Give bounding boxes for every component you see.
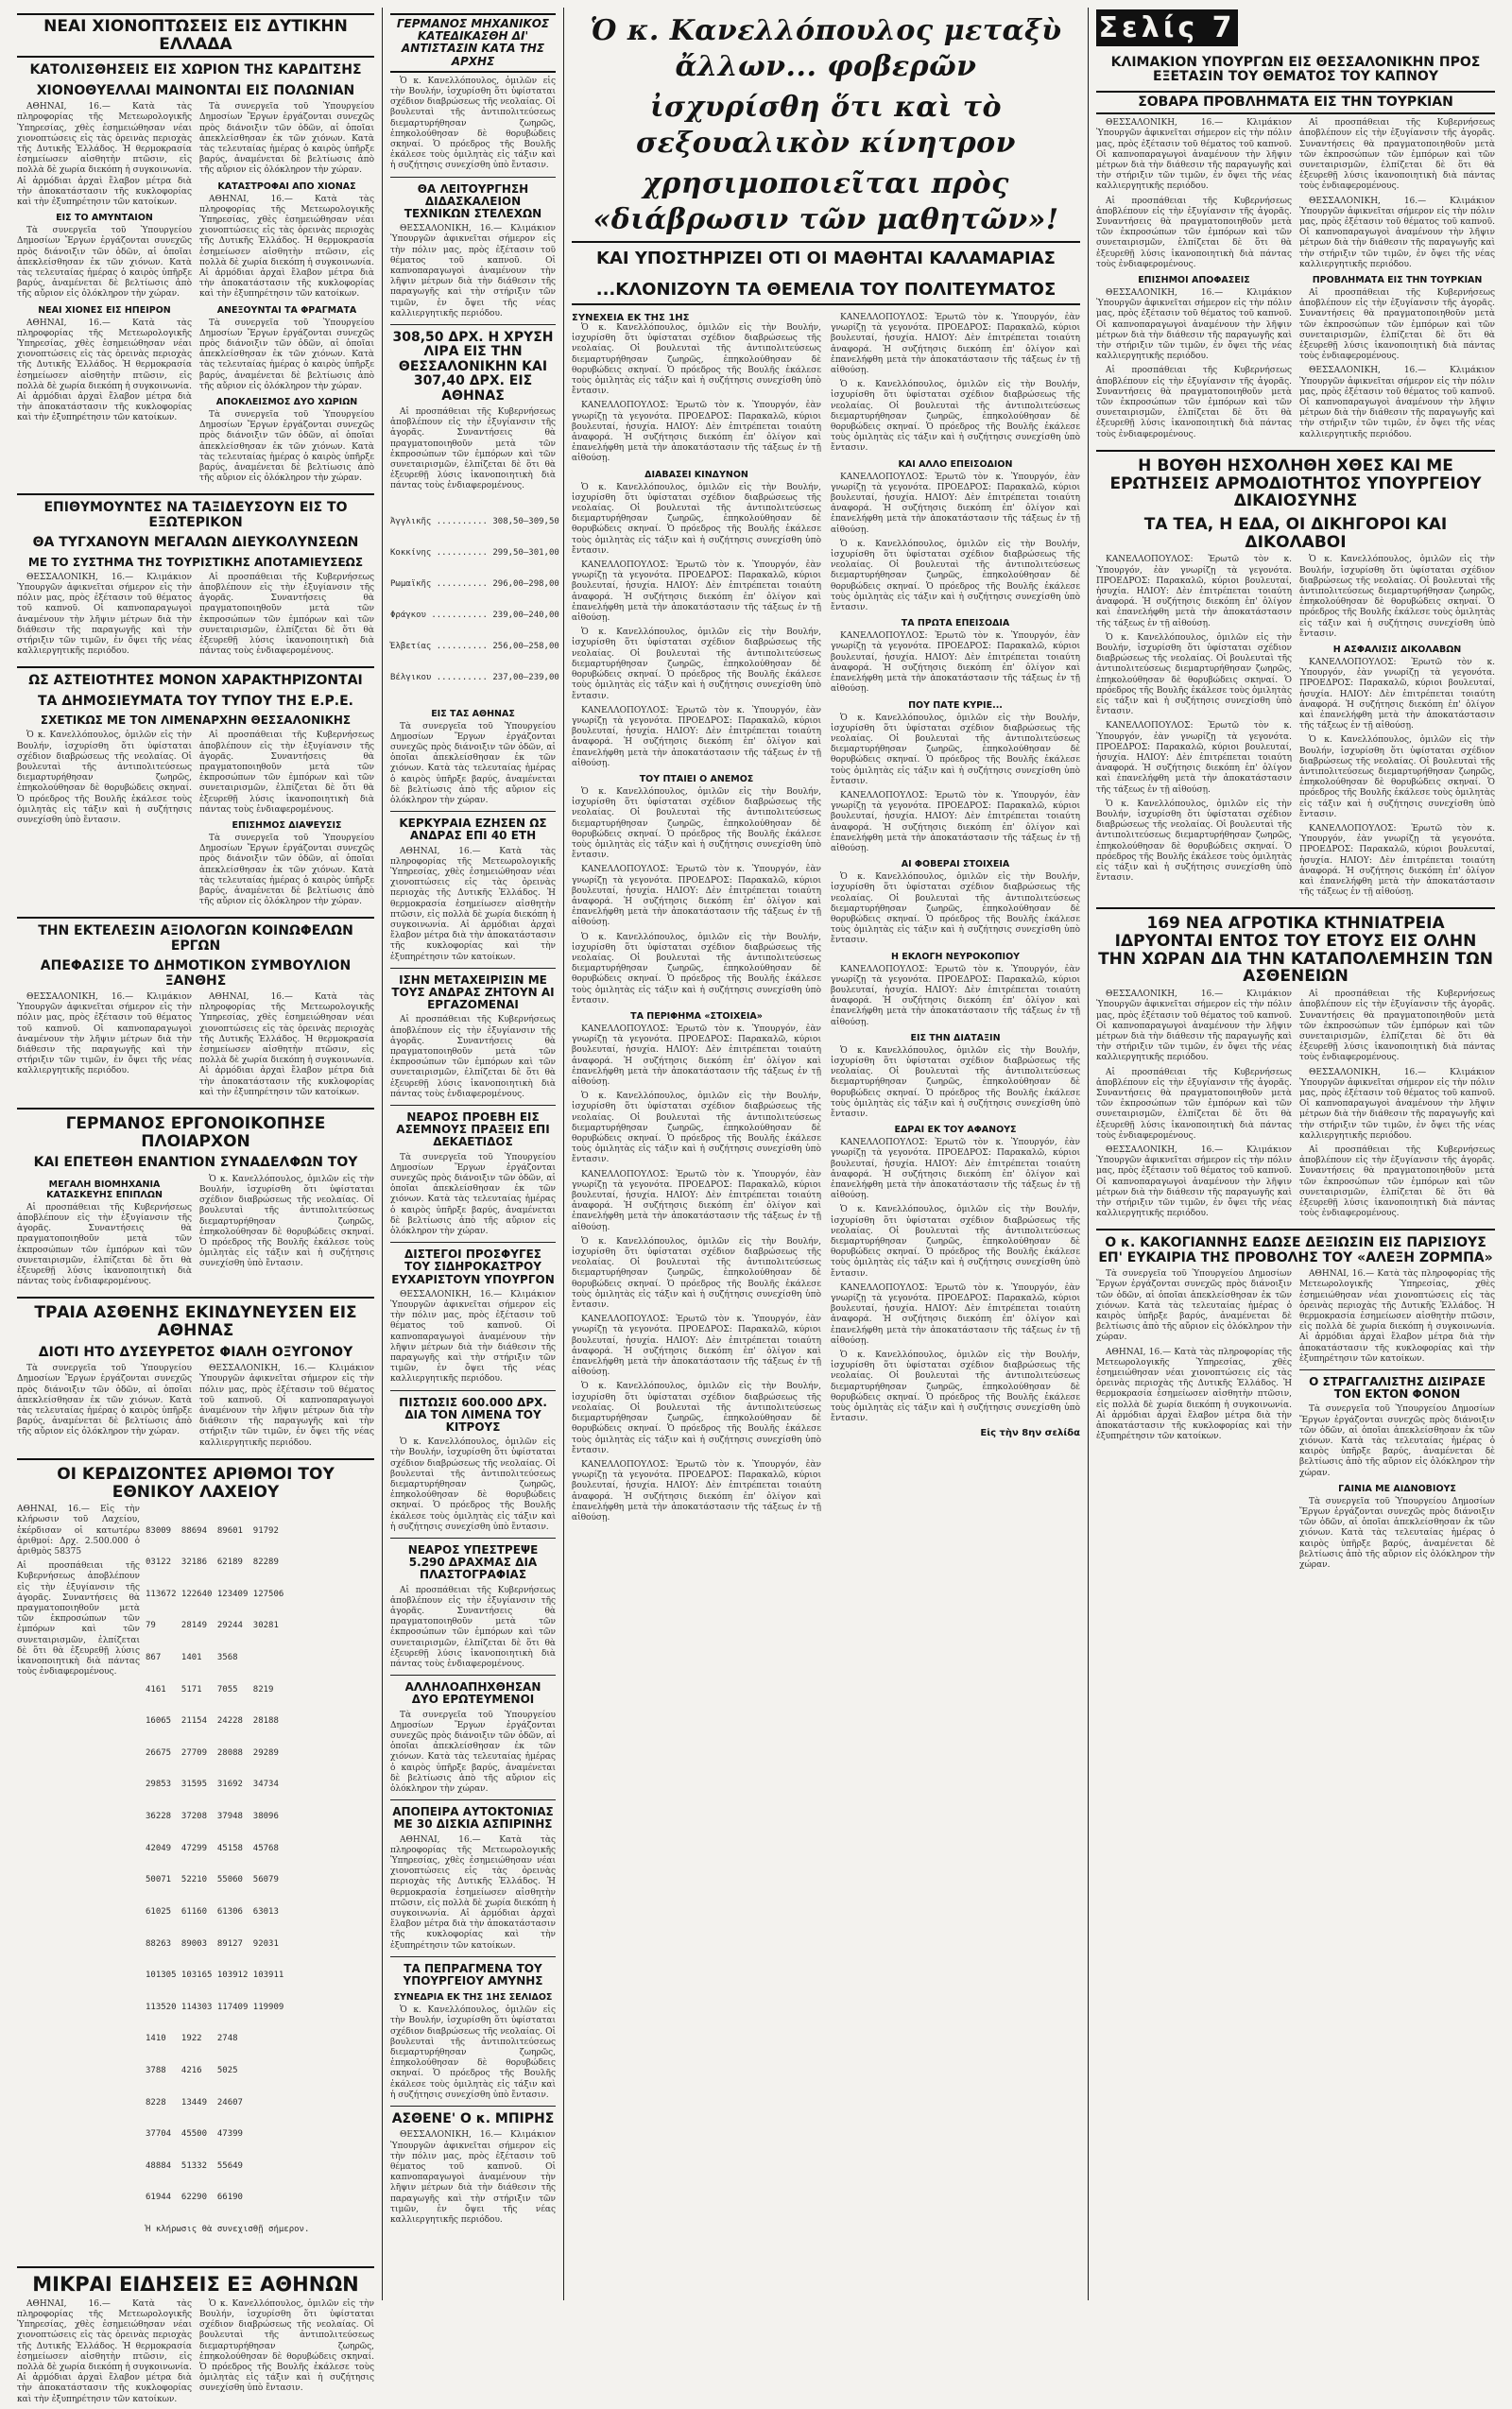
lottery-numbers (146, 1505, 309, 2260)
divider (17, 2266, 374, 2268)
xanthi-article (17, 992, 374, 1102)
veterinary-article (1096, 989, 1495, 1223)
gold-price-table (390, 496, 559, 704)
headline-parliament: Η ΒΟΥΘΗ ΗΣΧΟΛΗΘΗ ΧΘΕΣ ΚΑΙ ΜΕ ΕΡΩΤΗΣΕΙΣ ΑΡΜΟΔΙΟΤΗΤΟΣ ΥΠΟΥΡΓΕΙΟΥ ΔΙΚΑΙΟΣΥΝΗΣ (1109, 456, 1482, 511)
subhead-athens: ΕΙΣ ΤΑΣ ΑΘΗΝΑΣ (431, 708, 515, 719)
lottery-row: 113672 122640 123409 127506 (146, 1589, 284, 1599)
article-text: ΚΑΝΕΛΛΟΠΟΥΛΟΣ: Ἐρωτῶ τὸν κ. Ὑπουργόν, ἐὰν γνωρίζῃ τὰ γεγονότα. ΠΡΟΕΔΡΟΣ: Παρακαλῶ, κύριοι βουλευταί, ἡσυχία. ΗΛΙΟΥ: Δὲν ἐπιτρέπεται τοιαύτη ἀναφορά. Ἡ συζήτησις διεκόπη ἐπ' ὀλίγον καὶ ἐπανελήφθη μετὰ τὴν ἀποκατάστασιν τῆς τάξεως ἐν τῇ αἰθούσῃ. (831, 313, 1080, 376)
article-text: ΘΕΣΣΑΛΟΝΙΚΗ, 16.— Κλιμάκιον Ὑπουργῶν ἀφικνεῖται σήμερον εἰς τὴν πόλιν μας, πρὸς ἐξέτασιν τοῦ θέματος τοῦ καπνοῦ. Οἱ καπνοπαραγωγοὶ ἀναμένουν τὴν λῆψιν μέτρων διὰ τὴν διάθεσιν τῆς παραγωγῆς καὶ τὴν στήριξιν τῶν τιμῶν, ἐν ὄψει τῆς νέας καλλιεργητικῆς περιόδου. (390, 2130, 556, 2225)
headline-gold-pound: 308,50 ΔΡΧ. Η ΧΡΥΣΗ ΛΙΡΑ ΕΙΣ ΤΗΝ ΘΕΣΣΑΛΟΝΙΚΗΝ ΚΑΙ 307,40 ΔΡΧ. ΕΙΣ ΑΘΗΝΑΣ (392, 329, 554, 404)
subhead-another-incident: ΚΑΙ ΑΛΛΟ ΕΠΕΙΣΟΔΙΟΝ (898, 458, 1013, 470)
article-text: Ὁ κ. Κανελλόπουλος, ὁμιλῶν εἰς τὴν Βουλήν, ἰσχυρίσθη ὅτι ὑφίσταται σχέδιον διαβρώσεως τῆς νεολαίας. Οἱ βουλευταὶ τῆς ἀντιπολιτεύσεως διεμαρτυρήθησαν ζωηρῶς, ἐπηκολούθησαν δὲ θορυβώδεις σκηναί. Ὁ πρόεδρος τῆς Βουλῆς ἐκάλεσε τοὺς ὁμιλητὰς εἰς τάξιν καὶ ἡ συζήτησις συνεχίσθη ὑπὸ ἔντασιν. (572, 1382, 821, 1455)
article-text: Ὁ κ. Κανελλόπουλος, ὁμιλῶν εἰς τὴν Βουλήν, ἰσχυρίσθη ὅτι ὑφίσταται σχέδιον διαβρώσεως τῆς νεολαίας. Οἱ βουλευταὶ τῆς ἀντιπολιτεύσεως διεμαρτυρήθησαν ζωηρῶς, ἐπηκολούθησαν δὲ θορυβώδεις σκηναί. Ὁ πρόεδρος τῆς Βουλῆς ἐκάλεσε τοὺς ὁμιλητὰς εἰς τάξιν καὶ ἡ συζήτησις συνεχίσθη ὑπὸ ἔντασιν. (572, 1236, 821, 1311)
divider (390, 811, 556, 812)
article-text: ΑΘΗΝΑΙ, 16.— Κατὰ τὰς πληροφορίας τῆς Μετεωρολογικῆς Ὑπηρεσίας, χθὲς ἐσημειώθησαν νέαι χιονοπτώσεις εἰς τὰς ὀρεινὰς περιοχὰς τῆς Δυτικῆς Ἑλλάδος. Ἡ θερμοκρασία ἐσημείωσεν αἰσθητὴν πτῶσιν, εἰς πολλὰ δὲ χωρία διεκόπη ἡ συγκοινωνία. Αἱ ἀρμόδιαι ἀρχαὶ ἔλαβον μέτρα διὰ τὴν ἀποκατάστασιν τῆς κυκλοφορίας καὶ τὴν ἐξυπηρέτησιν τῶν κατοίκων. (17, 2298, 192, 2404)
headline-tourism-3: ΜΕ ΤΟ ΣΥΣΤΗΜΑ ΤΗΣ ΤΟΥΡΙΣΤΙΚΗΣ ΑΠΟΤΑΜΙΕΥΣΕΩΣ (27, 555, 364, 569)
lottery-row: 37704 45500 47399 (146, 2129, 243, 2140)
headline-tobacco: ΚΛΙΜΑΚΙΟΝ ΥΠΟΥΡΓΩΝ ΕΙΣ ΘΕΣΣΑΛΟΝΙΚΗΝ ΠΡΟΣ ΕΞΕΤΑΣΙΝ ΤΟΥ ΘΕΜΑΤΟΣ ΤΟΥ ΚΑΠΝΟΥ (1110, 55, 1481, 85)
article-text: Τὰ συνεργεῖα τοῦ Ὑπουργείου Δημοσίων Ἔργων ἐργάζονται συνεχῶς πρὸς διάνοιξιν τῶν ὁδῶν, αἱ ὁποῖαι ἀπεκλείσθησαν ἐκ τῶν χιόνων. Κατὰ τὰς τελευταίας ἡμέρας ὁ καιρὸς ὑπῆρξε βαρύς, ἀναμένεται δὲ βελτίωσις ἀπὸ τῆς αὔριον εἰς ὁλόκληρον τὴν χώραν. (390, 721, 556, 805)
divider (1096, 907, 1495, 909)
article-text: ΚΑΝΕΛΛΟΠΟΥΛΟΣ: Ἐρωτῶ τὸν κ. Ὑπουργόν, ἐὰν γνωρίζῃ τὰ γεγονότα. ΠΡΟΕΔΡΟΣ: Παρακαλῶ, κύριοι βουλευταί, ἡσυχία. ΗΛΙΟΥ: Δὲν ἐπιτρέπεται τοιαύτη ἀναφορά. Ἡ συζήτησις διεκόπη ἐπ' ὀλίγον καὶ ἐπανελήφθη μετὰ τὴν ἀποκατάστασιν τῆς τάξεως ἐν τῇ αἰθούσῃ. (831, 790, 1080, 853)
divider (390, 1242, 556, 1243)
subhead-first-incidents: ΤΑ ΠΡΩΤΑ ΕΠΕΙΣΟΔΙΑ (901, 618, 1010, 629)
headline-tourism: ΕΠΙΘΥΜΟΥΝΤΕΣ ΝΑ ΤΑΞΙΔΕΥΣΟΥΝ ΕΙΣ ΤΟ ΕΞΩΤΕΡΙΚΟΝ (43, 500, 348, 530)
headline-ere: ΤΑ ΔΗΜΟΣΙΕΥΜΑΤΑ ΤΟΥ ΤΥΠΟΥ ΤΗΣ Ε.Ρ.Ε. (38, 693, 353, 709)
article-text: ΘΕΣΣΑΛΟΝΙΚΗ, 16.— Κλιμάκιον Ὑπουργῶν ἀφικνεῖται σήμερον εἰς τὴν πόλιν μας, πρὸς ἐξέτασιν τοῦ θέματος τοῦ καπνοῦ. Οἱ καπνοπαραγωγοὶ ἀναμένουν τὴν λῆψιν μέτρων διὰ τὴν διάθεσιν τῆς παραγωγῆς καὶ τὴν στήριξιν τῶν τιμῶν, ἐν ὄψει τῆς νέας καλλιεργητικῆς περιόδου. (199, 1364, 374, 1448)
subhead-danger: ΔΙΑΒΑΣΕΙ ΚΙΝΔΥΝΟΝ (644, 469, 748, 480)
article-text: ΑΘΗΝΑΙ, 16.— Κατὰ τὰς πληροφορίας τῆς Μετεωρολογικῆς Ὑπηρεσίας, χθὲς ἐσημειώθησαν νέαι χιονοπτώσεις εἰς τὰς ὀρεινὰς περιοχὰς τῆς Δυτικῆς Ἑλλάδος. Ἡ θερμοκρασία ἐσημείωσεν αἰσθητὴν πτῶσιν, εἰς πολλὰ δὲ χωρία διεκόπη ἡ συγκοινωνία. Αἱ ἀρμόδιαι ἀρχαὶ ἔλαβον μέτρα διὰ τὴν ἀποκατάστασιν τῆς κυκλοφορίας καὶ τὴν ἐξυπηρέτησιν τῶν κατοίκων. (1299, 1269, 1495, 1364)
subhead-villages: ΑΠΟΚΛΕΙΣΜΟΣ ΔΥΟ ΧΩΡΙΩΝ (215, 397, 358, 408)
headline-xanthi: ΤΗΝ ΕΚΤΕΛΕΣΙΝ ΑΞΙΟΛΟΓΩΝ ΚΟΙΝΩΦΕΛΩΝ ΕΡΓΩΝ (38, 923, 353, 954)
article-text: Τὰ συνεργεῖα τοῦ Ὑπουργείου Δημοσίων Ἔργων ἐργάζονται συνεχῶς πρὸς διάνοιξιν τῶν ὁδῶν, αἱ ὁποῖαι ἀπεκλείσθησαν ἐκ τῶν χιόνων. Κατὰ τὰς τελευταίας ἡμέρας ὁ καιρὸς ὑπῆρξε βαρύς, ἀναμένεται δὲ βελτίωσις ἀπὸ τῆς αὔριον εἰς ὁλόκληρον τὴν χώραν. (390, 1152, 556, 1236)
headline-landslides: ΚΑΤΟΛΙΣΘΗΣΕΙΣ ΕΙΣ ΧΩΡΙΟΝ ΤΗΣ ΚΑΡΔΙΤΣΗΣ (29, 62, 362, 78)
article-text: Αἱ προσπάθειαι τῆς Κυβερνήσεως ἀποβλέπουν εἰς τὴν ἐξυγίανσιν τῆς ἀγορᾶς. Συναντήσεις θὰ πραγματοποιηθοῦν μετὰ τῶν ἐκπροσώπων τῶν ἐμπόρων καὶ τῶν συνεταιρισμῶν, ἐλπίζεται δὲ ὅτι θὰ ἐξευρεθῇ λύσις ἱκανοποιητικὴ διὰ πάντας τοὺς ἐνδιαφερομένους. (390, 1015, 556, 1099)
article-text: Ὁ κ. Κανελλόπουλος, ὁμιλῶν εἰς τὴν Βουλήν, ἰσχυρίσθη ὅτι ὑφίσταται σχέδιον διαβρώσεως τῆς νεολαίας. Οἱ βουλευταὶ τῆς ἀντιπολιτεύσεως διεμαρτυρήθησαν ζωηρῶς, ἐπηκολούθησαν δὲ θορυβώδεις σκηναί. Ὁ πρόεδρος τῆς Βουλῆς ἐκάλεσε τοὺς ὁμιλητὰς εἰς τάξιν καὶ ἡ συζήτησις συνεχίσθη ὑπὸ ἔντασιν. (390, 76, 556, 171)
headline-zorba: Ο κ. ΚΑΚΟΓΙΑΝΝΗΣ ΕΔΩΣΕ ΔΕΞΙΩΣΙΝ ΕΙΣ ΠΑΡΙΣΙΟΥΣ ΕΠ' ΕΥΚΑΙΡΙΑ ΤΗΣ ΠΡΟΒΟΛΗΣ ΤΟΥ «ΑΛΕΞΗ ΖΟΡΜΠΑ» (1098, 1235, 1493, 1265)
subhead-furniture: ΜΕΓΑΛΗ ΒΙΟΜΗΧΑΝΙΑ ΚΑΤΑΣΚΕΥΗΣ ΕΠΙΠΛΩΝ (46, 1179, 163, 1200)
article-text: Ὁ κ. Κανελλόπουλος, ὁμιλῶν εἰς τὴν Βουλήν, ἰσχυρίσθη ὅτι ὑφίσταται σχέδιον διαβρώσεως τῆς νεολαίας. Οἱ βουλευταὶ τῆς ἀντιπολιτεύσεως διεμαρτυρήθησαν ζωηρῶς, ἐπηκολούθησαν δὲ θορυβώδεις σκηναί. Ὁ πρόεδρος τῆς Βουλῆς ἐκάλεσε τοὺς ὁμιλητὰς εἰς τάξιν καὶ ἡ συζήτησις συνεχίσθη ὑπὸ ἔντασιν. (831, 380, 1080, 454)
divider (390, 177, 556, 178)
subhead-damage: ΚΑΤΑΣΤΡΟΦΑΙ ΑΠΟ ΧΙΟΝΑΣ (217, 181, 356, 192)
divider (390, 1956, 556, 1957)
divider (17, 493, 374, 495)
headline-snowfall: ΝΕΑΙ ΧΙΟΝΟΠΤΩΣΕΙΣ ΕΙΣ ΔΥΤΙΚΗΝ ΕΛΛΑΔΑ (17, 13, 374, 58)
main-headline-2: ἰσχυρίσθη ὅτι καὶ τὸ σεξουαλικὸν κίνητρον (636, 91, 1016, 160)
article-text: ΚΑΝΕΛΛΟΠΟΥΛΟΣ: Ἐρωτῶ τὸν κ. Ὑπουργόν, ἐὰν γνωρίζῃ τὰ γεγονότα. ΠΡΟΕΔΡΟΣ: Παρακαλῶ, κύριοι βουλευταί, ἡσυχία. ΗΛΙΟΥ: Δὲν ἐπιτρέπεται τοιαύτη ἀναφορά. Ἡ συζήτησις διεκόπη ἐπ' ὀλίγον καὶ ἐπανελήφθη μετὰ τὴν ἀποκατάστασιν τῆς τάξεως ἐν τῇ αἰθούσῃ. (1096, 555, 1292, 628)
headline-jokes: ΩΣ ΑΣΤΕΙΟΤΗΤΕΣ ΜΟΝΟΝ ΧΑΡΑΚΤΗΡΙΖΟΝΤΑΙ (28, 673, 363, 689)
article-text: Αἱ προσπάθειαι τῆς Κυβερνήσεως ἀποβλέπουν εἰς τὴν ἐξυγίανσιν τῆς ἀγορᾶς. Συναντήσεις θὰ πραγματοποιηθοῦν μετὰ τῶν ἐκπροσώπων τῶν ἐμπόρων καὶ τῶν συνεταιρισμῶν, ἐλπίζεται δὲ ὅτι θὰ ἐξευρεθῇ λύσις ἱκανοποιητικὴ διὰ πάντας τοὺς ἐνδιαφερομένους. (1096, 196, 1292, 269)
article-text: ΚΑΝΕΛΛΟΠΟΥΛΟΣ: Ἐρωτῶ τὸν κ. Ὑπουργόν, ἐὰν γνωρίζῃ τὰ γεγονότα. ΠΡΟΕΔΡΟΣ: Παρακαλῶ, κύριοι βουλευταί, ἡσυχία. ΗΛΙΟΥ: Δὲν ἐπιτρέπεται τοιαύτη ἀναφορά. Ἡ συζήτησις διεκόπη ἐπ' ὀλίγον καὶ ἐπανελήφθη μετὰ τὴν ἀποκατάστασιν τῆς τάξεως ἐν τῇ αἰθούσῃ. (572, 1459, 821, 1523)
article-text: Ὁ κ. Κανελλόπουλος, ὁμιλῶν εἰς τὴν Βουλήν, ἰσχυρίσθη ὅτι ὑφίσταται σχέδιον διαβρώσεως τῆς νεολαίας. Οἱ βουλευταὶ τῆς ἀντιπολιτεύσεως διεμαρτυρήθησαν ζωηρῶς, ἐπηκολούθησαν δὲ θορυβώδεις σκηναί. Ὁ πρόεδρος τῆς Βουλῆς ἐκάλεσε τοὺς ὁμιλητὰς εἰς τάξιν καὶ ἡ συζήτησις συνεχίσθη ὑπὸ ἔντασιν. (831, 1205, 1080, 1279)
article-text: ΚΑΝΕΛΛΟΠΟΥΛΟΣ: Ἐρωτῶ τὸν κ. Ὑπουργόν, ἐὰν γνωρίζῃ τὰ γεγονότα. ΠΡΟΕΔΡΟΣ: Παρακαλῶ, κύριοι βουλευταί, ἡσυχία. ΗΛΙΟΥ: Δὲν ἐπιτρέπεται τοιαύτη ἀναφορά. Ἡ συζήτησις διεκόπη ἐπ' ὀλίγον καὶ ἐπανελήφθη μετὰ τὴν ἀποκατάστασιν τῆς τάξεως ἐν τῇ αἰθούσῃ. (831, 964, 1080, 1027)
subhead-dams: ΑΝΕΞΟΥΝΤΑΙ ΤΑ ΦΡΑΓΜΑΤΑ (216, 304, 357, 316)
lottery-row: 4161 5171 7055 8219 (146, 1684, 274, 1695)
article-text: Αἱ προσπάθειαι τῆς Κυβερνήσεως ἀποβλέπουν εἰς τὴν ἐξυγίανσιν τῆς ἀγορᾶς. Συναντήσεις θὰ πραγματοποιηθοῦν μετὰ τῶν ἐκπροσώπων τῶν ἐμπόρων καὶ τῶν συνεταιρισμῶν, ἐλπίζεται δὲ ὅτι θὰ ἐξευρεθῇ λύσις ἱκανοποιητικὴ διὰ πάντας τοὺς ἐνδιαφερομένους. (1299, 1144, 1495, 1219)
headline-german-engineer: ΓΕΡΜΑΝΟΣ ΜΗΧΑΝΙΚΟΣ ΚΑΤΕΔΙΚΑΣΘΗ ΔΙ' ΑΝΤΙΣΤΑΣΙΝ ΚΑΤΑ ΤΗΣ ΑΡΧΗΣ (390, 13, 556, 73)
headline-credit: ΠΙΣΤΩΣΙΣ 600.000 ΔΡΧ. ΔΙΑ ΤΟΝ ΛΙΜΕΝΑ ΤΟΥ ΚΙΤΡΟΥΣ (399, 1395, 547, 1434)
article-text: Αἱ προσπάθειαι τῆς Κυβερνήσεως ἀποβλέπουν εἰς τὴν ἐξυγίανσιν τῆς ἀγορᾶς. Συναντήσεις θὰ πραγματοποιηθοῦν μετὰ τῶν ἐκπροσώπων τῶν ἐμπόρων καὶ τῶν συνεταιρισμῶν, ἐλπίζεται δὲ ὅτι θὰ ἐξευρεθῇ λύσις ἱκανοποιητικὴ διὰ πάντας τοὺς ἐνδιαφερομένους. (1096, 366, 1292, 439)
gold-price-row: Ρωμαϊκῆς .......... 296,00—298,00 (390, 578, 559, 589)
article-text: Ὁ κ. Κανελλόπουλος, ὁμιλῶν εἰς τὴν Βουλήν, ἰσχυρίσθη ὅτι ὑφίσταται σχέδιον διαβρώσεως τῆς νεολαίας. Οἱ βουλευταὶ τῆς ἀντιπολιτεύσεως διεμαρτυρήθησαν ζωηρῶς, ἐπηκολούθησαν δὲ θορυβώδεις σκηναί. Ὁ πρόεδρος τῆς Βουλῆς ἐκάλεσε τοὺς ὁμιλητὰς εἰς τάξιν καὶ ἡ συζήτησις συνεχίσθη ὑπὸ ἔντασιν. (572, 786, 821, 861)
divider (390, 324, 556, 325)
article-text: ΘΕΣΣΑΛΟΝΙΚΗ, 16.— Κλιμάκιον Ὑπουργῶν ἀφικνεῖται σήμερον εἰς τὴν πόλιν μας, πρὸς ἐξέτασιν τοῦ θέματος τοῦ καπνοῦ. Οἱ καπνοπαραγωγοὶ ἀναμένουν τὴν λῆψιν μέτρων διὰ τὴν διάθεσιν τῆς παραγωγῆς καὶ τὴν στήριξιν τῶν τιμῶν, ἐν ὄψει τῆς νέας καλλιεργητικῆς περιόδου. (1299, 196, 1495, 269)
headline-aspirin: ΑΠΟΠΕΙΡΑ ΑΥΤΟΚΤΟΝΙΑΣ ΜΕ 30 ΔΙΣΚΙΑ ΑΣΠΙΡΙΝΗΣ (392, 1805, 554, 1832)
article-text: ΚΑΝΕΛΛΟΠΟΥΛΟΣ: Ἐρωτῶ τὸν κ. Ὑπουργόν, ἐὰν γνωρίζῃ τὰ γεγονότα. ΠΡΟΕΔΡΟΣ: Παρακαλῶ, κύριοι βουλευταί, ἡσυχία. ΗΛΙΟΥ: Δὲν ἐπιτρέπεται τοιαύτη ἀναφορά. Ἡ συζήτησις διεκόπη ἐπ' ὀλίγον καὶ ἐπανελήφθη μετὰ τὴν ἀποκατάστασιν τῆς τάξεως ἐν τῇ αἰθούσῃ. (572, 1315, 821, 1378)
lottery-row: 36228 37208 37948 38096 (146, 1812, 279, 1822)
subhead-seats: ΕΔΡΑΙ ΕΚ ΤΟΥ ΑΦΑΝΟΥΣ (894, 1125, 1017, 1136)
lottery-row: 79 28149 29244 30281 (146, 1621, 279, 1631)
tourism-article (17, 573, 374, 662)
article-text: ΘΕΣΣΑΛΟΝΙΚΗ, 16.— Κλιμάκιον Ὑπουργῶν ἀφικνεῖται σήμερον εἰς τὴν πόλιν μας, πρὸς ἐξέτασιν τοῦ θέματος τοῦ καπνοῦ. Οἱ καπνοπαραγωγοὶ ἀναμένουν τὴν λῆψιν μέτρων διὰ τὴν διάθεσιν τῆς παραγωγῆς καὶ τὴν στήριξιν τῶν τιμῶν, ἐν ὄψει τῆς νέας καλλιεργητικῆς περιόδου. (1096, 118, 1292, 192)
main-headline-1: Ὁ κ. Κανελλόπουλος μεταξὺ ἄλλων... φοβερῶν (590, 14, 1062, 83)
article-text: Τὰ συνεργεῖα τοῦ Ὑπουργείου Δημοσίων Ἔργων ἐργάζονται συνεχῶς πρὸς διάνοιξιν τῶν ὁδῶν, αἱ ὁποῖαι ἀπεκλείσθησαν ἐκ τῶν χιόνων. Κατὰ τὰς τελευταίας ἡμέρας ὁ καιρὸς ὑπῆρξε βαρύς, ἀναμένεται δὲ βελτίωσις ἀπὸ τῆς αὔριον εἰς ὁλόκληρον τὴν χώραν. (199, 102, 374, 176)
article-text: Τὰ συνεργεῖα τοῦ Ὑπουργείου Δημοσίων Ἔργων ἐργάζονται συνεχῶς πρὸς διάνοιξιν τῶν ὁδῶν, αἱ ὁποῖαι ἀπεκλείσθησαν ἐκ τῶν χιόνων. Κατὰ τὰς τελευταίας ἡμέρας ὁ καιρὸς ὑπῆρξε βαρύς, ἀναμένεται δὲ βελτίωσις ἀπὸ τῆς αὔριον εἰς ὁλόκληρον τὴν χώραν. (17, 226, 192, 300)
article-text: ΚΑΝΕΛΛΟΠΟΥΛΟΣ: Ἐρωτῶ τὸν κ. Ὑπουργόν, ἐὰν γνωρίζῃ τὰ γεγονότα. ΠΡΟΕΔΡΟΣ: Παρακαλῶ, κύριοι βουλευταί, ἡσυχία. ΗΛΙΟΥ: Δὲν ἐπιτρέπεται τοιαύτη ἀναφορά. Ἡ συζήτησις διεκόπη ἐπ' ὀλίγον καὶ ἐπανελήφθη μετὰ τὴν ἀποκατάστασιν τῆς τάξεως ἐν τῇ αἰθούσῃ. (1299, 823, 1495, 898)
article-text: ΑΘΗΝΑΙ, 16.— Κατὰ τὰς πληροφορίας τῆς Μετεωρολογικῆς Ὑπηρεσίας, χθὲς ἐσημειώθησαν νέαι χιονοπτώσεις εἰς τὰς ὀρεινὰς περιοχὰς τῆς Δυτικῆς Ἑλλάδος. Ἡ θερμοκρασία ἐσημείωσεν αἰσθητὴν πτῶσιν, εἰς πολλὰ δὲ χωρία διεκόπη ἡ συγκοινωνία. Αἱ ἀρμόδιαι ἀρχαὶ ἔλαβον μέτρα διὰ τὴν ἀποκατάστασιν τῆς κυκλοφορίας καὶ τὴν ἐξυπηρέτησιν τῶν κατοίκων. (390, 1834, 556, 1951)
headline-lovers: ΑΛΛΗΛΟΑΠΗΧΘΗΣΑΝ ΔΥΟ ΕΡΩΤΕΥΜΕΝΟΙ (404, 1680, 541, 1707)
article-text: ΘΕΣΣΑΛΟΝΙΚΗ, 16.— Κλιμάκιον Ὑπουργῶν ἀφικνεῖται σήμερον εἰς τὴν πόλιν μας, πρὸς ἐξέτασιν τοῦ θέματος τοῦ καπνοῦ. Οἱ καπνοπαραγωγοὶ ἀναμένουν τὴν λῆψιν μέτρων διὰ τὴν διάθεσιν τῆς παραγωγῆς καὶ τὴν στήριξιν τῶν τιμῶν, ἐν ὄψει τῆς νέας καλλιεργητικῆς περιόδου. (1299, 366, 1495, 439)
parliament-article (1096, 555, 1495, 902)
main-subheadline-1: ΚΑΙ ΥΠΟΣΤΗΡΙΖΕΙ ΟΤΙ ΟΙ ΜΑΘΗΤΑΙ ΚΑΛΑΜΑΡΙΑΣ (596, 249, 1056, 268)
lottery-row: 03122 32186 62189 82289 (146, 1557, 279, 1568)
article-text: Τὰ συνεργεῖα τοῦ Ὑπουργείου Δημοσίων Ἔργων ἐργάζονται συνεχῶς πρὸς διάνοιξιν τῶν ὁδῶν, αἱ ὁποῖαι ἀπεκλείσθησαν ἐκ τῶν χιόνων. Κατὰ τὰς τελευταίας ἡμέρας ὁ καιρὸς ὑπῆρξε βαρύς, ἀναμένεται δὲ βελτίωσις ἀπὸ τῆς αὔριον εἰς ὁλόκληρον τὴν χώραν. (199, 410, 374, 484)
article-text: Ὁ κ. Κανελλόπουλος, ὁμιλῶν εἰς τὴν Βουλήν, ἰσχυρίσθη ὅτι ὑφίσταται σχέδιον διαβρώσεως τῆς νεολαίας. Οἱ βουλευταὶ τῆς ἀντιπολιτεύσεως διεμαρτυρήθησαν ζωηρῶς, ἐπηκολούθησαν δὲ θορυβώδεις σκηναί. Ὁ πρόεδρος τῆς Βουλῆς ἐκάλεσε τοὺς ὁμιλητὰς εἰς τάξιν καὶ ἡ συζήτησις συνεχίσθη ὑπὸ ἔντασιν. (199, 1174, 374, 1269)
lottery-row: 50071 52210 55060 56079 (146, 1875, 279, 1885)
headline-corfu: ΚΕΡΚΥΡΑΙΑ ΕΖΗΣΕΝ ΩΣ ΑΝΔΡΑΣ ΕΠΙ 40 ΕΤΗ (399, 817, 547, 843)
headline-tourism-2: ΘΑ ΤΥΓΧΑΝΟΥΝ ΜΕΓΑΛΩΝ ΔΙΕΥΚΟΛΥΝΣΕΩΝ (32, 535, 359, 551)
headline-birhs: ΑΣΘΕΝΕ' Ο κ. ΜΠΙΡΗΣ (391, 2110, 555, 2126)
oxygen-article (17, 1364, 374, 1453)
article-text: ΑΘΗΝΑΙ, 16.— Κατὰ τὰς πληροφορίας τῆς Μετεωρολογικῆς Ὑπηρεσίας, χθὲς ἐσημειώθησαν νέαι χιονοπτώσεις εἰς τὰς ὀρεινὰς περιοχὰς τῆς Δυτικῆς Ἑλλάδος. Ἡ θερμοκρασία ἐσημείωσεν αἰσθητὴν πτῶσιν, εἰς πολλὰ δὲ χωρία διεκόπη ἡ συγκοινωνία. Αἱ ἀρμόδιαι ἀρχαὶ ἔλαβον μέτρα διὰ τὴν ἀποκατάστασιν τῆς κυκλοφορίας καὶ τὴν ἐξυπηρέτησιν τῶν κατοίκων. (17, 318, 192, 423)
article-text: ΚΑΝΕΛΛΟΠΟΥΛΟΣ: Ἐρωτῶ τὸν κ. Ὑπουργόν, ἐὰν γνωρίζῃ τὰ γεγονότα. ΠΡΟΕΔΡΟΣ: Παρακαλῶ, κύριοι βουλευταί, ἡσυχία. ΗΛΙΟΥ: Δὲν ἐπιτρέπεται τοιαύτη ἀναφορά. Ἡ συζήτησις διεκόπη ἐπ' ὀλίγον καὶ ἐπανελήφθη μετὰ τὴν ἀποκατάστασιν τῆς τάξεως ἐν τῇ αἰθούσῃ. (1299, 657, 1495, 731)
gold-price-row: Φράγκου ........... 239,00—240,00 (390, 610, 559, 620)
main-subheadline-2: ...ΚΛΟΝΙΖΟΥΝ ΤΑ ΘΕΜΕΛΙΑ ΤΟΥ ΠΟΛΙΤΕΥΜΑΤΟΣ (572, 280, 1080, 305)
article-text: Ὁ κ. Κανελλόπουλος, ὁμιλῶν εἰς τὴν Βουλήν, ἰσχυρίσθη ὅτι ὑφίσταται σχέδιον διαβρώσεως τῆς νεολαίας. Οἱ βουλευταὶ τῆς ἀντιπολιτεύσεως διεμαρτυρήθησαν ζωηρῶς, ἐπηκολούθησαν δὲ θορυβώδεις σκηναί. Ὁ πρόεδρος τῆς Βουλῆς ἐκάλεσε τοὺς ὁμιλητὰς εἰς τάξιν καὶ ἡ συζήτησις συνεχίσθη ὑπὸ ἔντασιν. (572, 932, 821, 1006)
lottery-row: 61944 62290 66190 (146, 2193, 243, 2203)
lottery-row: 83009 88694 89601 91792 (146, 1525, 279, 1536)
continued-marker: ΣΥΝΕΧΕΙΑ ΕΚ ΤΗΣ 1ΗΣ (572, 313, 690, 323)
lottery-row: 113520 114303 117409 119909 (146, 2002, 284, 2012)
article-text: Ὁ κ. Κανελλόπουλος, ὁμιλῶν εἰς τὴν Βουλήν, ἰσχυρίσθη ὅτι ὑφίσταται σχέδιον διαβρώσεως τῆς νεολαίας. Οἱ βουλευταὶ τῆς ἀντιπολιτεύσεως διεμαρτυρήθησαν ζωηρῶς, ἐπηκολούθησαν δὲ θορυβώδεις σκηναί. Ὁ πρόεδρος τῆς Βουλῆς ἐκάλεσε τοὺς ὁμιλητὰς εἰς τάξιν καὶ ἡ συζήτησις συνεχίσθη ὑπὸ ἔντασιν. (1299, 735, 1495, 819)
lottery-note: Ἡ κλήρωσις θὰ συνεχισθῇ σήμερον. (146, 2225, 310, 2235)
small-news-article (17, 2299, 374, 2409)
article-text: ΚΑΝΕΛΛΟΠΟΥΛΟΣ: Ἐρωτῶ τὸν κ. Ὑπουργόν, ἐὰν γνωρίζῃ τὰ γεγονότα. ΠΡΟΕΔΡΟΣ: Παρακαλῶ, κύριοι βουλευταί, ἡσυχία. ΗΛΙΟΥ: Δὲν ἐπιτρέπεται τοιαύτη ἀναφορά. Ἡ συζήτησις διεκόπη ἐπ' ὀλίγον καὶ ἐπανελήφθη μετὰ τὴν ἀποκατάστασιν τῆς τάξεως ἐν τῇ αἰθούσῃ. (1096, 721, 1292, 795)
divider (390, 1675, 556, 1676)
article-text: Ὁ κ. Κανελλόπουλος, ὁμιλῶν εἰς τὴν Βουλήν, ἰσχυρίσθη ὅτι ὑφίσταται σχέδιον διαβρώσεως τῆς νεολαίας. Οἱ βουλευταὶ τῆς ἀντιπολιτεύσεως διεμαρτυρήθησαν ζωηρῶς, ἐπηκολούθησαν δὲ θορυβώδεις σκηναί. Ὁ πρόεδρος τῆς Βουλῆς ἐκάλεσε τοὺς ὁμιλητὰς εἰς τάξιν καὶ ἡ συζήτησις συνεχίσθη ὑπὸ ἔντασιν. (1096, 632, 1292, 717)
article-text: ΘΕΣΣΑΛΟΝΙΚΗ, 16.— Κλιμάκιον Ὑπουργῶν ἀφικνεῖται σήμερον εἰς τὴν πόλιν μας, πρὸς ἐξέτασιν τοῦ θέματος τοῦ καπνοῦ. Οἱ καπνοπαραγωγοὶ ἀναμένουν τὴν λῆψιν μέτρων διὰ τὴν διάθεσιν τῆς παραγωγῆς καὶ τὴν στήριξιν τῶν τιμῶν, ἐν ὄψει τῆς νέας καλλιεργητικῆς περιόδου. (1096, 288, 1292, 362)
headline-oxygen: ΤΡΑΙΑ ΑΣΘΕΝΗΣ ΕΚΙΝΔΥΝΕΥΣΕΝ ΕΙΣ ΑΘΗΝΑΣ (34, 1303, 357, 1341)
article-text: Ὁ κ. Κανελλόπουλος, ὁμιλῶν εἰς τὴν Βουλήν, ἰσχυρίσθη ὅτι ὑφίσταται σχέδιον διαβρώσεως τῆς νεολαίας. Οἱ βουλευταὶ τῆς ἀντιπολιτεύσεως διεμαρτυρήθησαν ζωηρῶς, ἐπηκολούθησαν δὲ θορυβώδεις σκηναί. Ὁ πρόεδρος τῆς Βουλῆς ἐκάλεσε τοὺς ὁμιλητὰς εἰς τάξιν καὶ ἡ συζήτησις συνεχίσθη ὑπὸ ἔντασιν. (831, 539, 1080, 613)
column-2 (383, 8, 564, 2300)
lottery-row: 88263 89003 89127 92031 (146, 1938, 279, 1949)
article-text: ΚΑΝΕΛΛΟΠΟΥΛΟΣ: Ἐρωτῶ τὸν κ. Ὑπουργόν, ἐὰν γνωρίζῃ τὰ γεγονότα. ΠΡΟΕΔΡΟΣ: Παρακαλῶ, κύριοι βουλευταί, ἡσυχία. ΗΛΙΟΥ: Δὲν ἐπιτρέπεται τοιαύτη ἀναφορά. Ἡ συζήτησις διεκόπη ἐπ' ὀλίγον καὶ ἐπανελήφθη μετὰ τὴν ἀποκατάστασιν τῆς τάξεως ἐν τῇ αἰθούσῃ. (572, 1024, 821, 1087)
divider (390, 1799, 556, 1800)
subhead-film: ΓΑΙΝΙΑ ΜΕ ΑΙΔΝΟΒΙΟΥΣ (1338, 1483, 1456, 1494)
page-logo: Σελίς 7 (1096, 9, 1238, 46)
article-text: Αἱ προσπάθειαι τῆς Κυβερνήσεως ἀποβλέπουν εἰς τὴν ἐξυγίανσιν τῆς ἀγορᾶς. Συναντήσεις θὰ πραγματοποιηθοῦν μετὰ τῶν ἐκπροσώπων τῶν ἐμπόρων καὶ τῶν συνεταιρισμῶν, ἐλπίζεται δὲ ὅτι θὰ ἐξευρεθῇ λύσις ἱκανοποιητικὴ διὰ πάντας τοὺς ἐνδιαφερομένους. (390, 1585, 556, 1669)
subhead-wind: ΤΟΥ ΠΤΑΙΕΙ Ο ΑΝΕΜΟΣ (639, 773, 754, 784)
headline-defense: ΤΑ ΠΕΠΡΑΓΜΕΝΑ ΤΟΥ ΥΠΟΥΡΓΕΙΟΥ ΑΜΥΝΗΣ (403, 1961, 543, 1987)
divider (1096, 1229, 1495, 1230)
column-1 (9, 8, 383, 2404)
headline-xanthi-2: ΑΠΕΦΑΣΙΣΕ ΤΟ ΔΗΜΟΤΙΚΟΝ ΣΥΜΒΟΥΛΙΟΝ ΞΑΝΘΗΣ (40, 958, 352, 989)
column-3 (564, 8, 1089, 2300)
gold-price-row: Ἀγγλικῆς .......... 308,50—309,50 (390, 516, 559, 526)
article-text: ΚΑΝΕΛΛΟΠΟΥΛΟΣ: Ἐρωτῶ τὸν κ. Ὑπουργόν, ἐὰν γνωρίζῃ τὰ γεγονότα. ΠΡΟΕΔΡΟΣ: Παρακαλῶ, κύριοι βουλευταί, ἡσυχία. ΗΛΙΟΥ: Δὲν ἐπιτρέπεται τοιαύτη ἀναφορά. Ἡ συζήτησις διεκόπη ἐπ' ὀλίγον καὶ ἐπανελήφθη μετὰ τὴν ἀποκατάστασιν τῆς τάξεως ἐν τῇ αἰθούσῃ. (831, 1138, 1080, 1201)
article-text: ΑΘΗΝΑΙ, 16.— Κατὰ τὰς πληροφορίας τῆς Μετεωρολογικῆς Ὑπηρεσίας, χθὲς ἐσημειώθησαν νέαι χιονοπτώσεις εἰς τὰς ὀρεινὰς περιοχὰς τῆς Δυτικῆς Ἑλλάδος. Ἡ θερμοκρασία ἐσημείωσεν αἰσθητὴν πτῶσιν, εἰς πολλὰ δὲ χωρία διεκόπη ἡ συγκοινωνία. Αἱ ἀρμόδιαι ἀρχαὶ ἔλαβον μέτρα διὰ τὴν ἀποκατάστασιν τῆς κυκλοφορίας καὶ τὴν ἐξυπηρέτησιν τῶν κατοίκων. (390, 846, 556, 962)
headline-german-captain-2: ΚΑΙ ΕΠΕΤΕΘΗ ΕΝΑΝΤΙΟΝ ΣΥΝΑΔΕΛΦΩΝ ΤΟΥ (33, 1155, 358, 1171)
subhead-amyntaion: ΕΙΣ ΤΟ ΑΜΥΝΤΑΙΟΝ (56, 213, 153, 224)
headline-lottery: ΟΙ ΚΕΡΔΙΖΟΝΤΕΣ ΑΡΙΘΜΟΙ ΤΟΥ ΕΘΝΙΚΟΥ ΛΑΧΕΙΟΥ (57, 1464, 335, 1502)
article-text: Αἱ προσπάθειαι τῆς Κυβερνήσεως ἀποβλέπουν εἰς τὴν ἐξυγίανσιν τῆς ἀγορᾶς. Συναντήσεις θὰ πραγματοποιηθοῦν μετὰ τῶν ἐκπροσώπων τῶν ἐμπόρων καὶ τῶν συνεταιρισμῶν, ἐλπίζεται δὲ ὅτι θὰ ἐξευρεθῇ λύσις ἱκανοποιητικὴ διὰ πάντας τοὺς ἐνδιαφερομένους. (199, 572, 374, 657)
headline-youth: ΝΕΑΡΟΣ ΠΡΟΕΒΗ ΕΙΣ ΑΣΕΜΝΟΥΣ ΠΡΑΞΕΙΣ ΕΠΙ ΔΕΚΑΕΤΙΔΟΣ (396, 1110, 550, 1149)
article-text: Τὰ συνεργεῖα τοῦ Ὑπουργείου Δημοσίων Ἔργων ἐργάζονται συνεχῶς πρὸς διάνοιξιν τῶν ὁδῶν, αἱ ὁποῖαι ἀπεκλείσθησαν ἐκ τῶν χιόνων. Κατὰ τὰς τελευταίας ἡμέρας ὁ καιρὸς ὑπῆρξε βαρύς, ἀναμένεται δὲ βελτίωσις ἀπὸ τῆς αὔριον εἰς ὁλόκληρον τὴν χώραν. (1096, 1269, 1292, 1343)
subhead-denial: ΕΠΙΣΗΜΟΣ ΔΙΑΨΕΥΣΙΣ (232, 820, 342, 832)
main-article (572, 313, 1080, 1527)
divider (390, 1390, 556, 1391)
lottery-row: 3788 4216 5025 (146, 2065, 238, 2075)
article-text: Τὰ συνεργεῖα τοῦ Ὑπουργείου Δημοσίων Ἔργων ἐργάζονται συνεχῶς πρὸς διάνοιξιν τῶν ὁδῶν, αἱ ὁποῖαι ἀπεκλείσθησαν ἐκ τῶν χιόνων. Κατὰ τὰς τελευταίας ἡμέρας ὁ καιρὸς ὑπῆρξε βαρύς, ἀναμένεται δὲ βελτίωσις ἀπὸ τῆς αὔριον εἰς ὁλόκληρον τὴν χώραν. (199, 834, 374, 907)
article-text: Αἱ προσπάθειαι τῆς Κυβερνήσεως ἀποβλέπουν εἰς τὴν ἐξυγίανσιν τῆς ἀγορᾶς. Συναντήσεις θὰ πραγματοποιηθοῦν μετὰ τῶν ἐκπροσώπων τῶν ἐμπόρων καὶ τῶν συνεταιρισμῶν, ἐλπίζεται δὲ ὅτι θὰ ἐξευρεθῇ λύσις ἱκανοποιητικὴ διὰ πάντας τοὺς ἐνδιαφερομένους. (199, 731, 374, 815)
subhead-elements: ΤΑ ΠΕΡΙΦΗΜΑ «ΣΤΟΙΧΕΙΑ» (630, 1010, 763, 1022)
article-text: Ὁ κ. Κανελλόπουλος, ὁμιλῶν εἰς τὴν Βουλήν, ἰσχυρίσθη ὅτι ὑφίσταται σχέδιον διαβρώσεως τῆς νεολαίας. Οἱ βουλευταὶ τῆς ἀντιπολιτεύσεως διεμαρτυρήθησαν ζωηρῶς, ἐπηκολούθησαν δὲ θορυβώδεις σκηναί. Ὁ πρόεδρος τῆς Βουλῆς ἐκάλεσε τοὺς ὁμιλητὰς εἰς τάξιν καὶ ἡ συζήτησις συνεχίσθη ὑπὸ ἔντασιν. (17, 731, 192, 826)
divider (17, 1458, 374, 1460)
subhead-election: Η ΕΚΛΟΓΗ ΝΕΥΡΟΚΟΠΙΟΥ (890, 951, 1021, 962)
article-text: Αἱ προσπάθειαι τῆς Κυβερνήσεως ἀποβλέπουν εἰς τὴν ἐξυγίανσιν τῆς ἀγορᾶς. Συναντήσεις θὰ πραγματοποιηθοῦν μετὰ τῶν ἐκπροσώπων τῶν ἐμπόρων καὶ τῶν συνεταιρισμῶν, ἐλπίζεται δὲ ὅτι θὰ ἐξευρεθῇ λύσις ἱκανοποιητικὴ διὰ πάντας τοὺς ἐνδιαφερομένους. (17, 1202, 192, 1287)
headline-turkey: ΣΟΒΑΡΑ ΠΡΟΒΛΗΜΑΤΑ ΕΙΣ ΤΗΝ ΤΟΥΡΚΙΑΝ (1096, 91, 1495, 114)
gold-price-row: Ἑλβετίας .......... 256,00—258,00 (390, 641, 559, 651)
lottery-row: 867 1401 3568 (146, 1653, 238, 1663)
divider (390, 968, 556, 969)
divider (17, 917, 374, 919)
divider (17, 1297, 374, 1299)
divider (390, 1538, 556, 1539)
article-text: Τὰ συνεργεῖα τοῦ Ὑπουργείου Δημοσίων Ἔργων ἐργάζονται συνεχῶς πρὸς διάνοιξιν τῶν ὁδῶν, αἱ ὁποῖαι ἀπεκλείσθησαν ἐκ τῶν χιόνων. Κατὰ τὰς τελευταίας ἡμέρας ὁ καιρὸς ὑπῆρξε βαρύς, ἀναμένεται δὲ βελτίωσις ἀπὸ τῆς αὔριον εἰς ὁλόκληρον τὴν χώραν. (1299, 1404, 1495, 1478)
article-text: ΚΑΝΕΛΛΟΠΟΥΛΟΣ: Ἐρωτῶ τὸν κ. Ὑπουργόν, ἐὰν γνωρίζῃ τὰ γεγονότα. ΠΡΟΕΔΡΟΣ: Παρακαλῶ, κύριοι βουλευταί, ἡσυχία. ΗΛΙΟΥ: Δὲν ἐπιτρέπεται τοιαύτη ἀναφορά. Ἡ συζήτησις διεκόπη ἐπ' ὀλίγον καὶ ἐπανελήφθη μετὰ τὴν ἀποκατάστασιν τῆς τάξεως ἐν τῇ αἰθούσῃ. (831, 1282, 1080, 1346)
subhead-terrible-data: ΑΙ ΦΟΒΕΡΑΙ ΣΤΟΙΧΕΙΑ (901, 859, 1010, 870)
snow-article (17, 102, 374, 488)
subhead-continued: ΣΥΝΕΔΡΙΑ ΕΚ ΤΗΣ 1ΗΣ ΣΕΛΙΔΟΣ (393, 1992, 553, 2004)
subhead-where-sir: ΠΟΥ ΠΑΤΕ ΚΥΡΙΕ... (908, 699, 1003, 711)
article-text: ΑΘΗΝΑΙ, 16.— Κατὰ τὰς πληροφορίας τῆς Μετεωρολογικῆς Ὑπηρεσίας, χθὲς ἐσημειώθησαν νέαι χιονοπτώσεις εἰς τὰς ὀρεινὰς περιοχὰς τῆς Δυτικῆς Ἑλλάδος. Ἡ θερμοκρασία ἐσημείωσεν αἰσθητὴν πτῶσιν, εἰς πολλὰ δὲ χωρία διεκόπη ἡ συγκοινωνία. Αἱ ἀρμόδιαι ἀρχαὶ ἔλαβον μέτρα διὰ τὴν ἀποκατάστασιν τῆς κυκλοφορίας καὶ τὴν ἐξυπηρέτησιν τῶν κατοίκων. (199, 194, 374, 300)
lottery-row: 8228 13449 24607 (146, 2097, 243, 2108)
gold-price-row: Κοκκίνης .......... 299,50—301,00 (390, 547, 559, 558)
headline-harbor: ΣΧΕΤΙΚΩΣ ΜΕ ΤΟΝ ΛΙΜΕΝΑΡΧΗΝ ΘΕΣΣΑΛΟΝΙΚΗΣ (40, 714, 352, 728)
lottery-intro: ΑΘΗΝΑΙ, 16.— Εἰς τὴν κλήρωσιν τοῦ Λαχείου, ἐκέρδισαν οἱ κατωτέρω ἀριθμοί: Δρχ. 2.500.000 ὁ ἀριθμὸς 58375 (17, 1505, 140, 1557)
article-text: Αἱ προσπάθειαι τῆς Κυβερνήσεως ἀποβλέπουν εἰς τὴν ἐξυγίανσιν τῆς ἀγορᾶς. Συναντήσεις θὰ πραγματοποιηθοῦν μετὰ τῶν ἐκπροσώπων τῶν ἐμπόρων καὶ τῶν συνεταιρισμῶν, ἐλπίζεται δὲ ὅτι θὰ ἐξευρεθῇ λύσις ἱκανοποιητικὴ διὰ πάντας τοὺς ἐνδιαφερομένους. (1096, 1067, 1292, 1141)
lottery-row: 48884 51332 55649 (146, 2160, 243, 2171)
article-text: Αἱ προσπάθειαι τῆς Κυβερνήσεως ἀποβλέπουν εἰς τὴν ἐξυγίανσιν τῆς ἀγορᾶς. Συναντήσεις θὰ πραγματοποιηθοῦν μετὰ τῶν ἐκπροσώπων τῶν ἐμπόρων καὶ τῶν συνεταιρισμῶν, ἐλπίζεται δὲ ὅτι θὰ ἐξευρεθῇ λύσις ἱκανοποιητικὴ διὰ πάντας τοὺς ἐνδιαφερομένους. (17, 1561, 140, 1678)
lottery-row: 26675 27709 28088 29289 (146, 1747, 279, 1758)
lottery-row: 16065 21154 24228 28188 (146, 1716, 279, 1727)
article-text: Ὁ κ. Κανελλόπουλος, ὁμιλῶν εἰς τὴν Βουλήν, ἰσχυρίσθη ὅτι ὑφίσταται σχέδιον διαβρώσεως τῆς νεολαίας. Οἱ βουλευταὶ τῆς ἀντιπολιτεύσεως διεμαρτυρήθησαν ζωηρῶς, ἐπηκολούθησαν δὲ θορυβώδεις σκηναί. Ὁ πρόεδρος τῆς Βουλῆς ἐκάλεσε τοὺς ὁμιλητὰς εἰς τάξιν καὶ ἡ συζήτησις συνεχίσθη ὑπὸ ἔντασιν. (572, 1092, 821, 1165)
article-text: Ὁ κ. Κανελλόπουλος, ὁμιλῶν εἰς τὴν Βουλήν, ἰσχυρίσθη ὅτι ὑφίσταται σχέδιον διαβρώσεως τῆς νεολαίας. Οἱ βουλευταὶ τῆς ἀντιπολιτεύσεως διεμαρτυρήθησαν ζωηρῶς, ἐπηκολούθησαν δὲ θορυβώδεις σκηναί. Ὁ πρόεδρος τῆς Βουλῆς ἐκάλεσε τοὺς ὁμιλητὰς εἰς τάξιν καὶ ἡ συζήτησις συνεχίσθη ὑπὸ ἔντασιν. (1299, 555, 1495, 639)
subhead-order: ΕΙΣ ΤΗΝ ΔΙΑΤΑΞΙΝ (910, 1032, 1001, 1043)
article-text: ΚΑΝΕΛΛΟΠΟΥΛΟΣ: Ἐρωτῶ τὸν κ. Ὑπουργόν, ἐὰν γνωρίζῃ τὰ γεγονότα. ΠΡΟΕΔΡΟΣ: Παρακαλῶ, κύριοι βουλευταί, ἡσυχία. ΗΛΙΟΥ: Δὲν ἐπιτρέπεται τοιαύτη ἀναφορά. Ἡ συζήτησις διεκόπη ἐπ' ὀλίγον καὶ ἐπανελήφθη μετὰ τὴν ἀποκατάστασιν τῆς τάξεως ἐν τῇ αἰθούσῃ. (572, 560, 821, 624)
article-text: ΑΘΗΝΑΙ, 16.— Κατὰ τὰς πληροφορίας τῆς Μετεωρολογικῆς Ὑπηρεσίας, χθὲς ἐσημειώθησαν νέαι χιονοπτώσεις εἰς τὰς ὀρεινὰς περιοχὰς τῆς Δυτικῆς Ἑλλάδος. Ἡ θερμοκρασία ἐσημείωσεν αἰσθητὴν πτῶσιν, εἰς πολλὰ δὲ χωρία διεκόπη ἡ συγκοινωνία. Αἱ ἀρμόδιαι ἀρχαὶ ἔλαβον μέτρα διὰ τὴν ἀποκατάστασιν τῆς κυκλοφορίας καὶ τὴν ἐξυπηρέτησιν τῶν κατοίκων. (199, 992, 374, 1097)
article-text: ΘΕΣΣΑΛΟΝΙΚΗ, 16.— Κλιμάκιον Ὑπουργῶν ἀφικνεῖται σήμερον εἰς τὴν πόλιν μας, πρὸς ἐξέτασιν τοῦ θέματος τοῦ καπνοῦ. Οἱ καπνοπαραγωγοὶ ἀναμένουν τὴν λῆψιν μέτρων διὰ τὴν διάθεσιν τῆς παραγωγῆς καὶ τὴν στήριξιν τῶν τιμῶν, ἐν ὄψει τῆς νέας καλλιεργητικῆς περιόδου. (1096, 989, 1292, 1063)
lottery-results (17, 1505, 374, 2260)
article-text: Ὁ κ. Κανελλόπουλος, ὁμιλῶν εἰς τὴν Βουλήν, ἰσχυρίσθη ὅτι ὑφίσταται σχέδιον διαβρώσεως τῆς νεολαίας. Οἱ βουλευταὶ τῆς ἀντιπολιτεύσεως διεμαρτυρήθησαν ζωηρῶς, ἐπηκολούθησαν δὲ θορυβώδεις σκηναί. Ὁ πρόεδρος τῆς Βουλῆς ἐκάλεσε τοὺς ὁμιλητὰς εἰς τάξιν καὶ ἡ συζήτησις συνεχίσθη ὑπὸ ἔντασιν. (831, 713, 1080, 786)
subhead-insurance: Η ΑΣΦΑΛΙΣΙΣ ΔΙΚΟΛΑΒΩΝ (1332, 644, 1462, 655)
article-text: ΘΕΣΣΑΛΟΝΙΚΗ, 16.— Κλιμάκιον Ὑπουργῶν ἀφικνεῖται σήμερον εἰς τὴν πόλιν μας, πρὸς ἐξέτασιν τοῦ θέματος τοῦ καπνοῦ. Οἱ καπνοπαραγωγοὶ ἀναμένουν τὴν λῆψιν μέτρων διὰ τὴν διάθεσιν τῆς παραγωγῆς καὶ τὴν στήριξιν τῶν τιμῶν, ἐν ὄψει τῆς νέας καλλιεργητικῆς περιόδου. (390, 1289, 556, 1385)
main-headline-3: χρησιμοποιεῖται πρὸς «διάβρωσιν τῶν μαθητῶν»! (572, 166, 1080, 243)
headline-equal-pay: ΙΣΗΝ ΜΕΤΑΧΕΙΡΙΣΙΝ ΜΕ ΤΟΥΣ ΑΝΔΡΑΣ ΖΗΤΟΥΝ ΑΙ ΕΡΓΑΖΟΜΕΝΑΙ (391, 972, 555, 1012)
article-text: ΚΑΝΕΛΛΟΠΟΥΛΟΣ: Ἐρωτῶ τὸν κ. Ὑπουργόν, ἐὰν γνωρίζῃ τὰ γεγονότα. ΠΡΟΕΔΡΟΣ: Παρακαλῶ, κύριοι βουλευταί, ἡσυχία. ΗΛΙΟΥ: Δὲν ἐπιτρέπεται τοιαύτη ἀναφορά. Ἡ συζήτησις διεκόπη ἐπ' ὀλίγον καὶ ἐπανελήφθη μετὰ τὴν ἀποκατάστασιν τῆς τάξεως ἐν τῇ αἰθούσῃ. (831, 631, 1080, 695)
article-text: Ὁ κ. Κανελλόπουλος, ὁμιλῶν εἰς τὴν Βουλήν, ἰσχυρίσθη ὅτι ὑφίσταται σχέδιον διαβρώσεως τῆς νεολαίας. Οἱ βουλευταὶ τῆς ἀντιπολιτεύσεως διεμαρτυρήθησαν ζωηρῶς, ἐπηκολούθησαν δὲ θορυβώδεις σκηναί. Ὁ πρόεδρος τῆς Βουλῆς ἐκάλεσε τοὺς ὁμιλητὰς εἰς τάξιν καὶ ἡ συζήτησις συνεχίσθη ὑπὸ ἔντασιν. (1096, 799, 1292, 884)
headline-veterinary: 169 ΝΕΑ ΑΓΡΟΤΙΚΑ ΚΤΗΝΙΑΤΡΕΙΑ ΙΔΡΥΟΝΤΑΙ ΕΝΤΟΣ ΤΟΥ ΕΤΟΥΣ ΕΙΣ ΟΛΗΝ ΤΗΝ ΧΩΡΑΝ ΔΙΑ ΤΗΝ ΚΑΤΑΠΟΛΕΜΗΣΙΝ ΤΩΝ ΑΣΘΕΝΕΙΩΝ (1098, 914, 1493, 987)
article-text: ΘΕΣΣΑΛΟΝΙΚΗ, 16.— Κλιμάκιον Ὑπουργῶν ἀφικνεῖται σήμερον εἰς τὴν πόλιν μας, πρὸς ἐξέτασιν τοῦ θέματος τοῦ καπνοῦ. Οἱ καπνοπαραγωγοὶ ἀναμένουν τὴν λῆψιν μέτρων διὰ τὴν διάθεσιν τῆς παραγωγῆς καὶ τὴν στήριξιν τῶν τιμῶν, ἐν ὄψει τῆς νέας καλλιεργητικῆς περιόδου. (390, 224, 556, 318)
article-text: Τὰ συνεργεῖα τοῦ Ὑπουργείου Δημοσίων Ἔργων ἐργάζονται συνεχῶς πρὸς διάνοιξιν τῶν ὁδῶν, αἱ ὁποῖαι ἀπεκλείσθησαν ἐκ τῶν χιόνων. Κατὰ τὰς τελευταίας ἡμέρας ὁ καιρὸς ὑπῆρξε βαρύς, ἀναμένεται δὲ βελτίωσις ἀπὸ τῆς αὔριον εἰς ὁλόκληρον τὴν χώραν. (17, 1364, 192, 1437)
headline-german-captain: ΓΕΡΜΑΝΟΣ ΕΡΓΟΝΟΙΚΟΠΗΣΕ ΠΛΟΙΑΡΧΟΝ (65, 1114, 326, 1151)
article-text: Ὁ κ. Κανελλόπουλος, ὁμιλῶν εἰς τὴν Βουλήν, ἰσχυρίσθη ὅτι ὑφίσταται σχέδιον διαβρώσεως τῆς νεολαίας. Οἱ βουλευταὶ τῆς ἀντιπολιτεύσεως διεμαρτυρήθησαν ζωηρῶς, ἐπηκολούθησαν δὲ θορυβώδεις σκηναί. Ὁ πρόεδρος τῆς Βουλῆς ἐκάλεσε τοὺς ὁμιλητὰς εἰς τάξιν καὶ ἡ συζήτησις συνεχίσθη ὑπὸ ἔντασιν. (572, 323, 821, 397)
headline-small-news: ΜΙΚΡΑΙ ΕΙΔΗΣΕΙΣ ΕΞ ΑΘΗΝΩΝ (32, 2272, 359, 2296)
headline-oxygen-2: ΔΙΟΤΙ ΗΤΟ ΔΥΣΕΥΡΕΤΟΣ ΦΙΑΛΗ ΟΞΥΓΟΝΟΥ (38, 1344, 353, 1360)
article-text: Ὁ κ. Κανελλόπουλος, ὁμιλῶν εἰς τὴν Βουλήν, ἰσχυρίσθη ὅτι ὑφίσταται σχέδιον διαβρώσεως τῆς νεολαίας. Οἱ βουλευταὶ τῆς ἀντιπολιτεύσεως διεμαρτυρήθησαν ζωηρῶς, ἐπηκολούθησαν δὲ θορυβώδεις σκηναί. Ὁ πρόεδρος τῆς Βουλῆς ἐκάλεσε τοὺς ὁμιλητὰς εἰς τάξιν καὶ ἡ συζήτησις συνεχίσθη ὑπὸ ἔντασιν. (199, 2298, 374, 2394)
zorba-article (1096, 1269, 1495, 1574)
article-text: Ὁ κ. Κανελλόπουλος, ὁμιλῶν εἰς τὴν Βουλήν, ἰσχυρίσθη ὅτι ὑφίσταται σχέδιον διαβρώσεως τῆς νεολαίας. Οἱ βουλευταὶ τῆς ἀντιπολιτεύσεως διεμαρτυρήθησαν ζωηρῶς, ἐπηκολούθησαν δὲ θορυβώδεις σκηναί. Ὁ πρόεδρος τῆς Βουλῆς ἐκάλεσε τοὺς ὁμιλητὰς εἰς τάξιν καὶ ἡ συζήτησις συνεχίσθη ὑπὸ ἔντασιν. (831, 872, 1080, 946)
divider (390, 2106, 556, 2107)
article-text: Αἱ προσπάθειαι τῆς Κυβερνήσεως ἀποβλέπουν εἰς τὴν ἐξυγίανσιν τῆς ἀγορᾶς. Συναντήσεις θὰ πραγματοποιηθοῦν μετὰ τῶν ἐκπροσώπων τῶν ἐμπόρων καὶ τῶν συνεταιρισμῶν, ἐλπίζεται δὲ ὅτι θὰ ἐξευρεθῇ λύσις ἱκανοποιητικὴ διὰ πάντας τοὺς ἐνδιαφερομένους. (1299, 118, 1495, 192)
headline-technical-school: ΘΑ ΛΕΙΤΟΥΡΓΗΣΗ ΔΙΔΑΣΚΑΛΕΙΟΝ ΤΕΧΝΙΚΩΝ ΣΤΕΛΕΧΩΝ (404, 181, 542, 220)
subhead-turkey-problems: ΠΡΟΒΛΗΜΑΤΑ ΕΙΣ ΤΗΝ ΤΟΥΡΚΙΑΝ (1312, 275, 1483, 286)
divider (1096, 450, 1495, 452)
headline-forgery: ΝΕΑΡΟΣ ΥΠΕΣΤΡΕΨΕ 5.290 ΔΡΑΧΜΑΣ ΔΙΑ ΠΛΑΣΤΟΓΡΑΦΙΑΣ (407, 1542, 539, 1582)
article-text: Ὁ κ. Κανελλόπουλος, ὁμιλῶν εἰς τὴν Βουλήν, ἰσχυρίσθη ὅτι ὑφίσταται σχέδιον διαβρώσεως τῆς νεολαίας. Οἱ βουλευταὶ τῆς ἀντιπολιτεύσεως διεμαρτυρήθησαν ζωηρῶς, ἐπηκολούθησαν δὲ θορυβώδεις σκηναί. Ὁ πρόεδρος τῆς Βουλῆς ἐκάλεσε τοὺς ὁμιλητὰς εἰς τάξιν καὶ ἡ συζήτησις συνεχίσθη ὑπὸ ἔντασιν. (572, 628, 821, 701)
article-text: Τὰ συνεργεῖα τοῦ Ὑπουργείου Δημοσίων Ἔργων ἐργάζονται συνεχῶς πρὸς διάνοιξιν τῶν ὁδῶν, αἱ ὁποῖαι ἀπεκλείσθησαν ἐκ τῶν χιόνων. Κατὰ τὰς τελευταίας ἡμέρας ὁ καιρὸς ὑπῆρξε βαρύς, ἀναμένεται δὲ βελτίωσις ἀπὸ τῆς αὔριον εἰς ὁλόκληρον τὴν χώραν. (1299, 1496, 1495, 1571)
top-row (1096, 8, 1495, 50)
article-text: ΚΑΝΕΛΛΟΠΟΥΛΟΣ: Ἐρωτῶ τὸν κ. Ὑπουργόν, ἐὰν γνωρίζῃ τὰ γεγονότα. ΠΡΟΕΔΡΟΣ: Παρακαλῶ, κύριοι βουλευταί, ἡσυχία. ΗΛΙΟΥ: Δὲν ἐπιτρέπεται τοιαύτη ἀναφορά. Ἡ συζήτησις διεκόπη ἐπ' ὀλίγον καὶ ἐπανελήφθη μετὰ τὴν ἀποκατάστασιν τῆς τάξεως ἐν τῇ αἰθούσῃ. (572, 865, 821, 928)
lottery-row: 29853 31595 31692 34734 (146, 1780, 279, 1790)
divider (17, 1108, 374, 1110)
harbor-article (17, 731, 374, 911)
article-text: Ὁ κ. Κανελλόπουλος, ὁμιλῶν εἰς τὴν Βουλήν, ἰσχυρίσθη ὅτι ὑφίσταται σχέδιον διαβρώσεως τῆς νεολαίας. Οἱ βουλευταὶ τῆς ἀντιπολιτεύσεως διεμαρτυρήθησαν ζωηρῶς, ἐπηκολούθησαν δὲ θορυβώδεις σκηναί. Ὁ πρόεδρος τῆς Βουλῆς ἐκάλεσε τοὺς ὁμιλητὰς εἰς τάξιν καὶ ἡ συζήτησις συνεχίσθη ὑπὸ ἔντασιν. (390, 2005, 556, 2100)
captain-article (17, 1175, 374, 1292)
headline-poland-storms: ΧΙΟΝΟΘΥΕΛΛΑΙ ΜΑΙΝΟΝΤΑΙ ΕΙΣ ΠΟΛΩΝΙΑΝ (36, 82, 355, 98)
article-text: Ὁ κ. Κανελλόπουλος, ὁμιλῶν εἰς τὴν Βουλήν, ἰσχυρίσθη ὅτι ὑφίσταται σχέδιον διαβρώσεως τῆς νεολαίας. Οἱ βουλευταὶ τῆς ἀντιπολιτεύσεως διεμαρτυρήθησαν ζωηρῶς, ἐπηκολούθησαν δὲ θορυβώδεις σκηναί. Ὁ πρόεδρος τῆς Βουλῆς ἐκάλεσε τοὺς ὁμιλητὰς εἰς τάξιν καὶ ἡ συζήτησις συνεχίσθη ὑπὸ ἔντασιν. (390, 1437, 556, 1532)
article-text: ΘΕΣΣΑΛΟΝΙΚΗ, 16.— Κλιμάκιον Ὑπουργῶν ἀφικνεῖται σήμερον εἰς τὴν πόλιν μας, πρὸς ἐξέτασιν τοῦ θέματος τοῦ καπνοῦ. Οἱ καπνοπαραγωγοὶ ἀναμένουν τὴν λῆψιν μέτρων διὰ τὴν διάθεσιν τῆς παραγωγῆς καὶ τὴν στήριξιν τῶν τιμῶν, ἐν ὄψει τῆς νέας καλλιεργητικῆς περιόδου. (17, 992, 192, 1076)
headline-lawyers: ΤΑ ΤΕΑ, Η ΕΔΑ, ΟΙ ΔΙΚΗΓΟΡΟΙ ΚΑΙ ΔΙΚΟΛΑΒΟΙ (1143, 514, 1448, 552)
article-text: ΑΘΗΝΑΙ, 16.— Κατὰ τὰς πληροφορίας τῆς Μετεωρολογικῆς Ὑπηρεσίας, χθὲς ἐσημειώθησαν νέαι χιονοπτώσεις εἰς τὰς ὀρεινὰς περιοχὰς τῆς Δυτικῆς Ἑλλάδος. Ἡ θερμοκρασία ἐσημείωσεν αἰσθητὴν πτῶσιν, εἰς πολλὰ δὲ χωρία διεκόπη ἡ συγκοινωνία. Αἱ ἀρμόδιαι ἀρχαὶ ἔλαβον μέτρα διὰ τὴν ἀποκατάστασιν τῆς κυκλοφορίας καὶ τὴν ἐξυπηρέτησιν τῶν κατοίκων. (17, 102, 192, 207)
divider (390, 1105, 556, 1106)
article-text: ΘΕΣΣΑΛΟΝΙΚΗ, 16.— Κλιμάκιον Ὑπουργῶν ἀφικνεῖται σήμερον εἰς τὴν πόλιν μας, πρὸς ἐξέτασιν τοῦ θέματος τοῦ καπνοῦ. Οἱ καπνοπαραγωγοὶ ἀναμένουν τὴν λῆψιν μέτρων διὰ τὴν διάθεσιν τῆς παραγωγῆς καὶ τὴν στήριξιν τῶν τιμῶν, ἐν ὄψει τῆς νέας καλλιεργητικῆς περιόδου. (1299, 1067, 1495, 1141)
article-text: ΘΕΣΣΑΛΟΝΙΚΗ, 16.— Κλιμάκιον Ὑπουργῶν ἀφικνεῖται σήμερον εἰς τὴν πόλιν μας, πρὸς ἐξέτασιν τοῦ θέματος τοῦ καπνοῦ. Οἱ καπνοπαραγωγοὶ ἀναμένουν τὴν λῆψιν μέτρων διὰ τὴν διάθεσιν τῆς παραγωγῆς καὶ τὴν στήριξιν τῶν τιμῶν, ἐν ὄψει τῆς νέας καλλιεργητικῆς περιόδου. (17, 572, 192, 657)
gold-price-row: Βέλγικου .......... 237,00—239,00 (390, 672, 559, 682)
divider (1299, 1369, 1495, 1370)
article-text: Αἱ προσπάθειαι τῆς Κυβερνήσεως ἀποβλέπουν εἰς τὴν ἐξυγίανσιν τῆς ἀγορᾶς. Συναντήσεις θὰ πραγματοποιηθοῦν μετὰ τῶν ἐκπροσώπων τῶν ἐμπόρων καὶ τῶν συνεταιρισμῶν, ἐλπίζεται δὲ ὅτι θὰ ἐξευρεθῇ λύσις ἱκανοποιητικὴ διὰ πάντας τοὺς ἐνδιαφερομένους. (1299, 288, 1495, 362)
column-4 (1089, 8, 1503, 2300)
article-text: Αἱ προσπάθειαι τῆς Κυβερνήσεως ἀποβλέπουν εἰς τὴν ἐξυγίανσιν τῆς ἀγορᾶς. Συναντήσεις θὰ πραγματοποιηθοῦν μετὰ τῶν ἐκπροσώπων τῶν ἐμπόρων καὶ τῶν συνεταιρισμῶν, ἐλπίζεται δὲ ὅτι θὰ ἐξευρεθῇ λύσις ἱκανοποιητικὴ διὰ πάντας τοὺς ἐνδιαφερομένους. (390, 406, 556, 491)
lottery-row: 101305 103165 103912 103911 (146, 1970, 284, 1981)
divider (17, 666, 374, 668)
article-text: Ὁ κ. Κανελλόπουλος, ὁμιλῶν εἰς τὴν Βουλήν, ἰσχυρίσθη ὅτι ὑφίσταται σχέδιον διαβρώσεως τῆς νεολαίας. Οἱ βουλευταὶ τῆς ἀντιπολιτεύσεως διεμαρτυρήθησαν ζωηρῶς, ἐπηκολούθησαν δὲ θορυβώδεις σκηναί. Ὁ πρόεδρος τῆς Βουλῆς ἐκάλεσε τοὺς ὁμιλητὰς εἰς τάξιν καὶ ἡ συζήτησις συνεχίσθη ὑπὸ ἔντασιν. (831, 1045, 1080, 1119)
article-text: Τὰ συνεργεῖα τοῦ Ὑπουργείου Δημοσίων Ἔργων ἐργάζονται συνεχῶς πρὸς διάνοιξιν τῶν ὁδῶν, αἱ ὁποῖαι ἀπεκλείσθησαν ἐκ τῶν χιόνων. Κατὰ τὰς τελευταίας ἡμέρας ὁ καιρὸς ὑπῆρξε βαρύς, ἀναμένεται δὲ βελτίωσις ἀπὸ τῆς αὔριον εἰς ὁλόκληρον τὴν χώραν. (390, 1710, 556, 1794)
subhead-official: ΕΠΙΣΗΜΟΙ ΑΠΟΦΑΣΕΙΣ (1138, 275, 1250, 286)
headline-strangler: Ο ΣΤΡΑΓΓΑΛΙΣΤΗΣ ΔΙΣΙΡΑΣΕ ΤΟΝ ΕΚΤΟΝ ΦΟΝΟΝ (1309, 1375, 1486, 1402)
article-text: ΚΑΝΕΛΛΟΠΟΥΛΟΣ: Ἐρωτῶ τὸν κ. Ὑπουργόν, ἐὰν γνωρίζῃ τὰ γεγονότα. ΠΡΟΕΔΡΟΣ: Παρακαλῶ, κύριοι βουλευταί, ἡσυχία. ΗΛΙΟΥ: Δὲν ἐπιτρέπεται τοιαύτη ἀναφορά. Ἡ συζήτησις διεκόπη ἐπ' ὀλίγον καὶ ἐπανελήφθη μετὰ τὴν ἀποκατάστασιν τῆς τάξεως ἐν τῇ αἰθούσῃ. (572, 705, 821, 768)
article-text: ΑΘΗΝΑΙ, 16.— Κατὰ τὰς πληροφορίας τῆς Μετεωρολογικῆς Ὑπηρεσίας, χθὲς ἐσημειώθησαν νέαι χιονοπτώσεις εἰς τὰς ὀρεινὰς περιοχὰς τῆς Δυτικῆς Ἑλλάδος. Ἡ θερμοκρασία ἐσημείωσεν αἰσθητὴν πτῶσιν, εἰς πολλὰ δὲ χωρία διεκόπη ἡ συγκοινωνία. Αἱ ἀρμόδιαι ἀρχαὶ ἔλαβον μέτρα διὰ τὴν ἀποκατάστασιν τῆς κυκλοφορίας καὶ τὴν ἐξυπηρέτησιν τῶν κατοίκων. (1096, 1347, 1292, 1442)
tobacco-article (1096, 118, 1495, 444)
article-text: ΚΑΝΕΛΛΟΠΟΥΛΟΣ: Ἐρωτῶ τὸν κ. Ὑπουργόν, ἐὰν γνωρίζῃ τὰ γεγονότα. ΠΡΟΕΔΡΟΣ: Παρακαλῶ, κύριοι βουλευταί, ἡσυχία. ΗΛΙΟΥ: Δὲν ἐπιτρέπεται τοιαύτη ἀναφορά. Ἡ συζήτησις διεκόπη ἐπ' ὀλίγον καὶ ἐπανελήφθη μετὰ τὴν ἀποκατάστασιν τῆς τάξεως ἐν τῇ αἰθούσῃ. (831, 472, 1080, 535)
article-text: ΘΕΣΣΑΛΟΝΙΚΗ, 16.— Κλιμάκιον Ὑπουργῶν ἀφικνεῖται σήμερον εἰς τὴν πόλιν μας, πρὸς ἐξέτασιν τοῦ θέματος τοῦ καπνοῦ. Οἱ καπνοπαραγωγοὶ ἀναμένουν τὴν λῆψιν μέτρων διὰ τὴν διάθεσιν τῆς παραγωγῆς καὶ τὴν στήριξιν τῶν τιμῶν, ἐν ὄψει τῆς νέας καλλιεργητικῆς περιόδου. (1096, 1144, 1292, 1219)
lottery-row: 1410 1922 2748 (146, 2034, 238, 2044)
lottery-row: 61025 61160 61306 63013 (146, 1906, 279, 1917)
lottery-row: 42049 47299 45158 45768 (146, 1843, 279, 1853)
article-text: Ὁ κ. Κανελλόπουλος, ὁμιλῶν εἰς τὴν Βουλήν, ἰσχυρίσθη ὅτι ὑφίσταται σχέδιον διαβρώσεως τῆς νεολαίας. Οἱ βουλευταὶ τῆς ἀντιπολιτεύσεως διεμαρτυρήθησαν ζωηρῶς, ἐπηκολούθησαν δὲ θορυβώδεις σκηναί. Ὁ πρόεδρος τῆς Βουλῆς ἐκάλεσε τοὺς ὁμιλητὰς εἰς τάξιν καὶ ἡ συζήτησις συνεχίσθη ὑπὸ ἔντασιν. (831, 1351, 1080, 1424)
article-text: Τὰ συνεργεῖα τοῦ Ὑπουργείου Δημοσίων Ἔργων ἐργάζονται συνεχῶς πρὸς διάνοιξιν τῶν ὁδῶν, αἱ ὁποῖαι ἀπεκλείσθησαν ἐκ τῶν χιόνων. Κατὰ τὰς τελευταίας ἡμέρας ὁ καιρὸς ὑπῆρξε βαρύς, ἀναμένεται δὲ βελτίωσις ἀπὸ τῆς αὔριον εἰς ὁλόκληρον τὴν χώραν. (199, 318, 374, 391)
headline-refugees: ΔΙΣΤΕΓΟΙ ΠΡΟΣΦΥΓΕΣ ΤΟΥ ΣΙΔΗΡΟΚΑΣΤΡΟΥ ΕΥΧΑΡΙΣΤΟΥΝ ΥΠΟΥΡΓΟΝ (391, 1248, 555, 1286)
article-text: ΚΑΝΕΛΛΟΠΟΥΛΟΣ: Ἐρωτῶ τὸν κ. Ὑπουργόν, ἐὰν γνωρίζῃ τὰ γεγονότα. ΠΡΟΕΔΡΟΣ: Παρακαλῶ, κύριοι βουλευταί, ἡσυχία. ΗΛΙΟΥ: Δὲν ἐπιτρέπεται τοιαύτη ἀναφορά. Ἡ συζήτησις διεκόπη ἐπ' ὀλίγον καὶ ἐπανελήφθη μετὰ τὴν ἀποκατάστασιν τῆς τάξεως ἐν τῇ αἰθούσῃ. (572, 401, 821, 464)
article-text: Αἱ προσπάθειαι τῆς Κυβερνήσεως ἀποβλέπουν εἰς τὴν ἐξυγίανσιν τῆς ἀγορᾶς. Συναντήσεις θὰ πραγματοποιηθοῦν μετὰ τῶν ἐκπροσώπων τῶν ἐμπόρων καὶ τῶν συνεταιρισμῶν, ἐλπίζεται δὲ ὅτι θὰ ἐξευρεθῇ λύσις ἱκανοποιητικὴ διὰ πάντας τοὺς ἐνδιαφερομένους. (1299, 989, 1495, 1063)
continued-page-8: Εἰς τὴν 8ην σελίδα (980, 1428, 1080, 1439)
article-text: ΚΑΝΕΛΛΟΠΟΥΛΟΣ: Ἐρωτῶ τὸν κ. Ὑπουργόν, ἐὰν γνωρίζῃ τὰ γεγονότα. ΠΡΟΕΔΡΟΣ: Παρακαλῶ, κύριοι βουλευταί, ἡσυχία. ΗΛΙΟΥ: Δὲν ἐπιτρέπεται τοιαύτη ἀναφορά. Ἡ συζήτησις διεκόπη ἐπ' ὀλίγον καὶ ἐπανελήφθη μετὰ τὴν ἀποκατάστασιν τῆς τάξεως ἐν τῇ αἰθούσῃ. (572, 1169, 821, 1232)
article-text: Ὁ κ. Κανελλόπουλος, ὁμιλῶν εἰς τὴν Βουλήν, ἰσχυρίσθη ὅτι ὑφίσταται σχέδιον διαβρώσεως τῆς νεολαίας. Οἱ βουλευταὶ τῆς ἀντιπολιτεύσεως διεμαρτυρήθησαν ζωηρῶς, ἐπηκολούθησαν δὲ θορυβώδεις σκηναί. Ὁ πρόεδρος τῆς Βουλῆς ἐκάλεσε τοὺς ὁμιλητὰς εἰς τάξιν καὶ ἡ συζήτησις συνεχίσθη ὑπὸ ἔντασιν. (572, 482, 821, 556)
subhead-epirus: ΝΕΑΙ ΧΙΟΝΕΣ ΕΙΣ ΗΠΕΙΡΟΝ (38, 304, 171, 316)
